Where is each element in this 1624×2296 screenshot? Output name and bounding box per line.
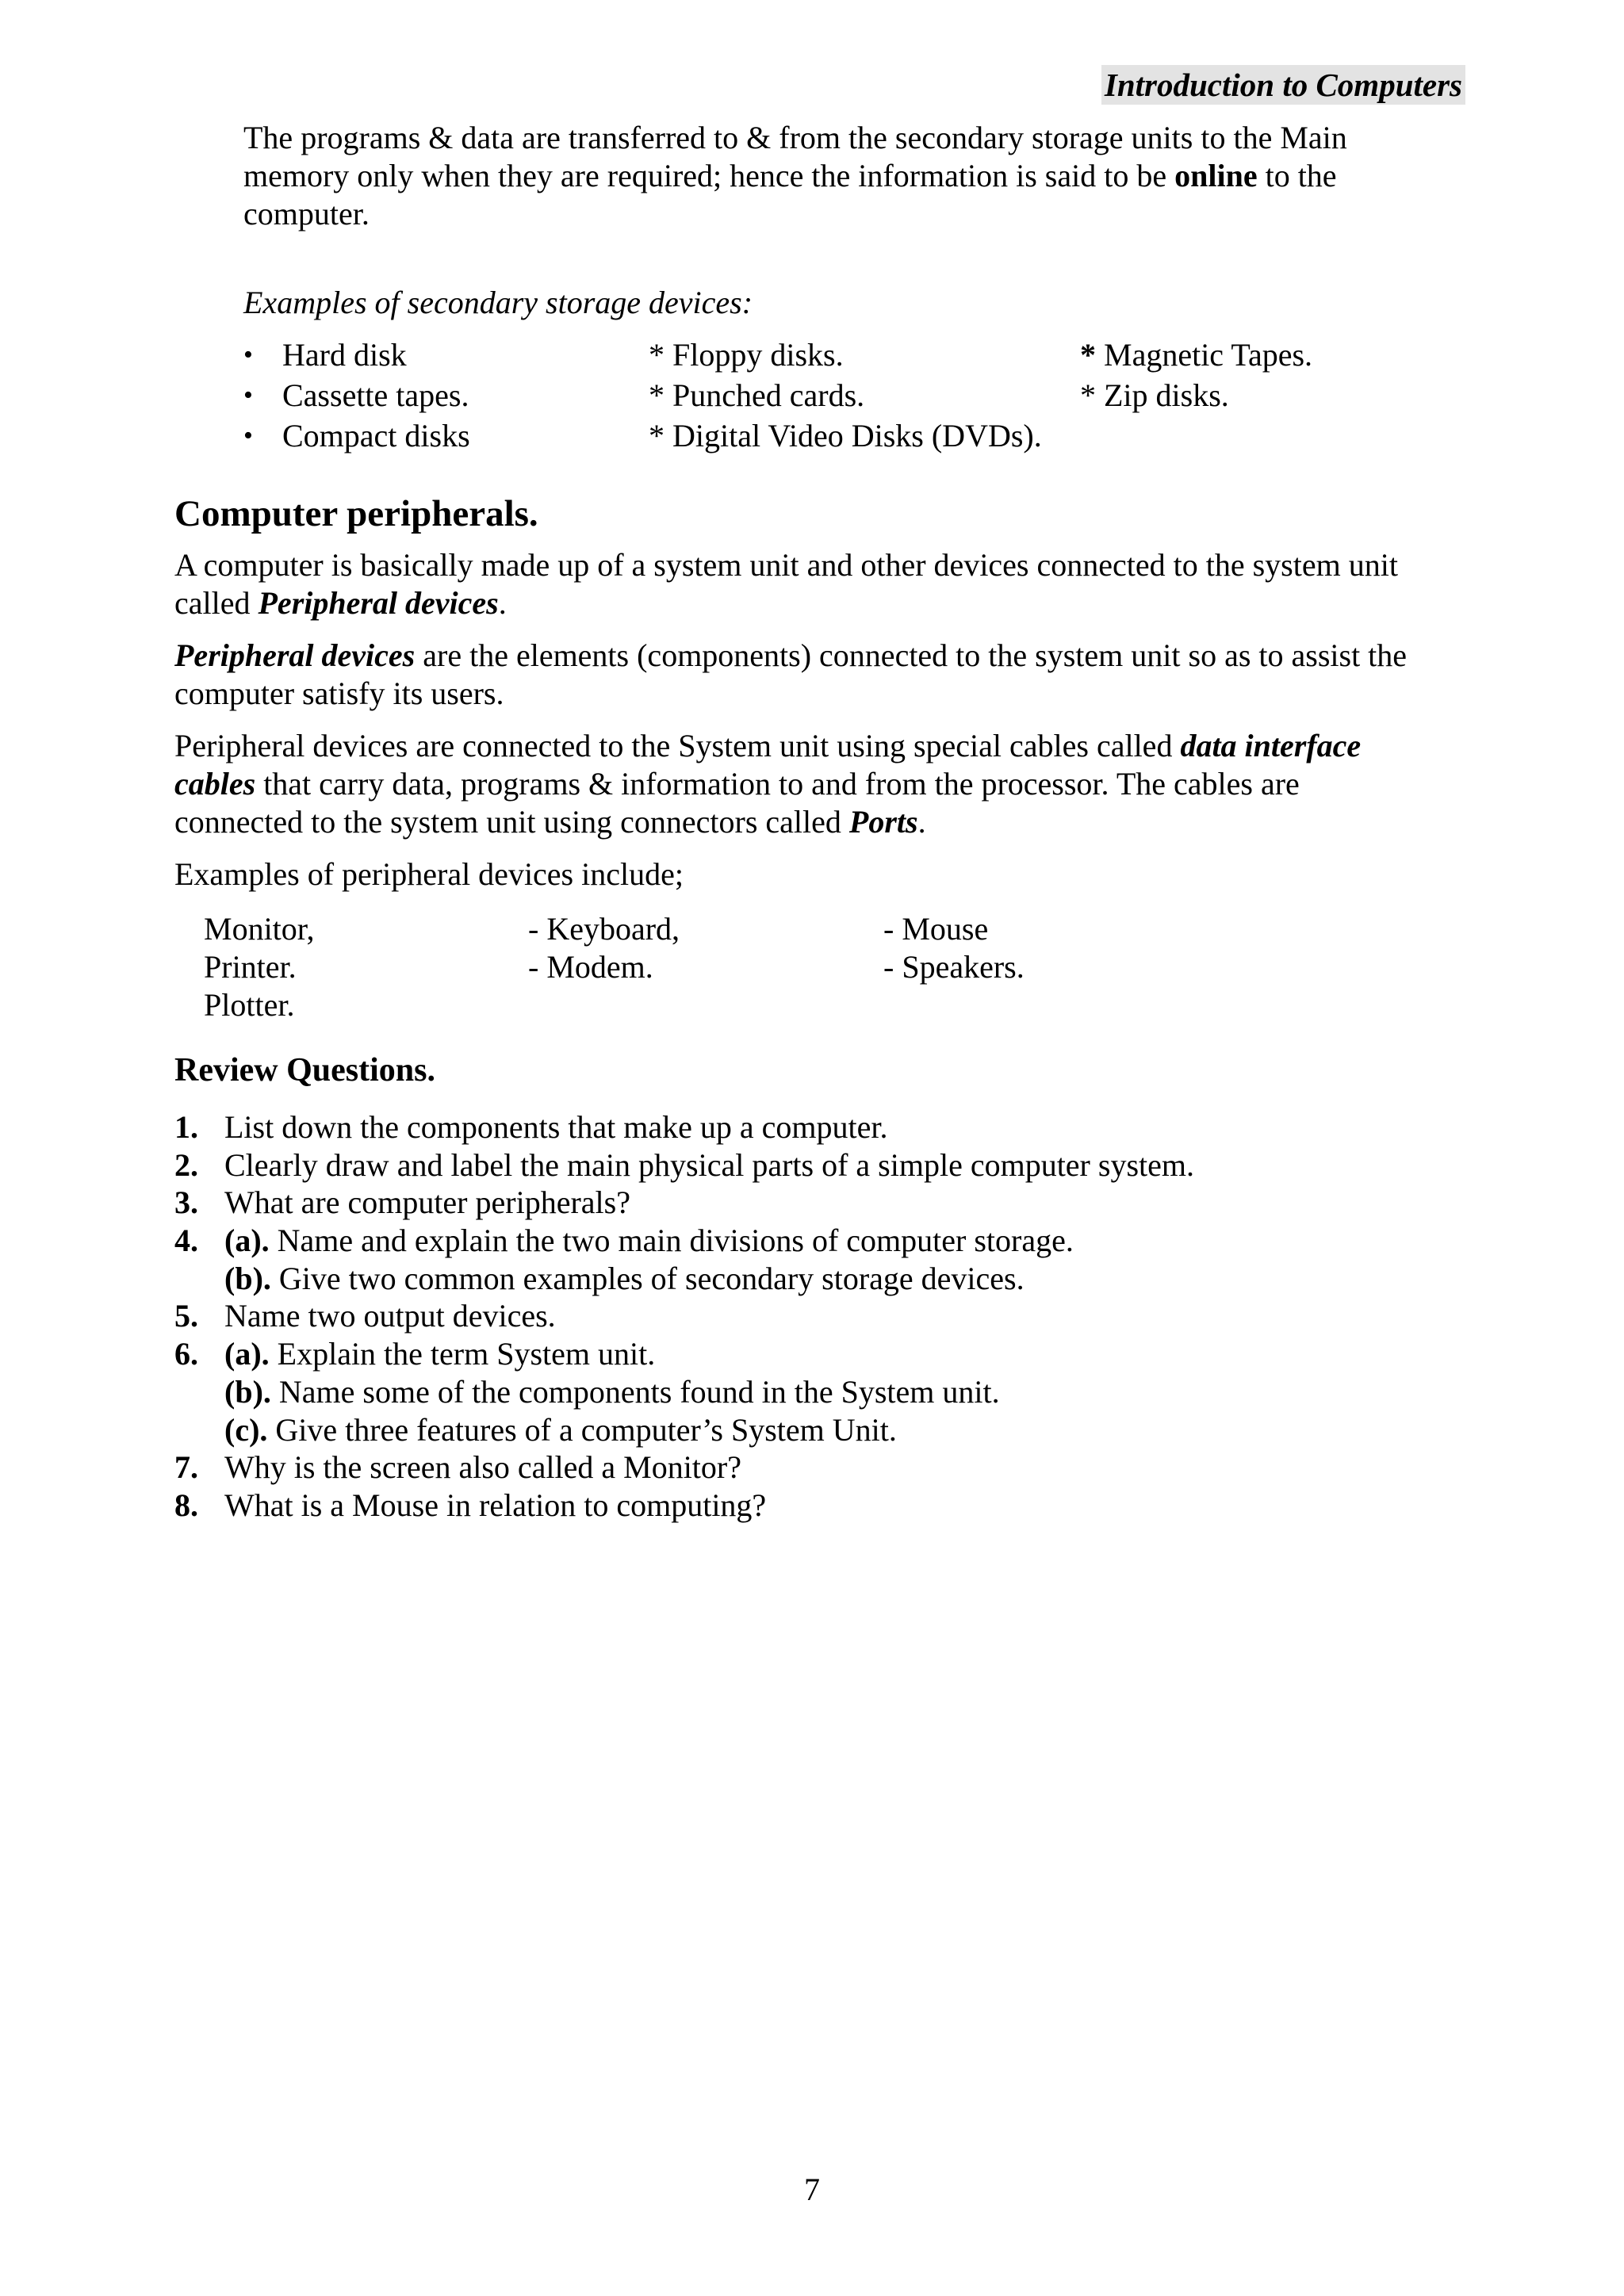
term-peripheral-devices: Peripheral devices [174, 637, 416, 673]
question-text: (a). Name and explain the two main divisions of computer storage. [224, 1223, 1074, 1258]
question-text: Clearly draw and label the main physical parts of a simple computer system. [224, 1147, 1194, 1183]
device-item: - Keyboard, [528, 911, 680, 947]
storage-item: * Zip disks. [1080, 377, 1229, 413]
device-item: - Speakers. [883, 949, 1025, 985]
section-heading-review: Review Questions. [174, 1052, 435, 1089]
device-item: - Modem. [528, 949, 653, 985]
bullet-icon: • [243, 381, 253, 410]
paragraph-line: A computer is basically made up of a system unit and other devices connected to the system unit [174, 547, 1398, 583]
device-item: Printer. [204, 949, 297, 985]
question-number: 2. [174, 1147, 198, 1183]
question-text: Name two output devices. [224, 1298, 556, 1334]
question-number: 3. [174, 1184, 198, 1220]
question-number: 7. [174, 1449, 198, 1485]
section-heading-peripherals: Computer peripherals. [174, 493, 538, 534]
online-term: online [1174, 158, 1258, 193]
question-text: (a). Explain the term System unit. [224, 1336, 656, 1372]
storage-item: * Punched cards. [649, 377, 865, 413]
storage-item: Compact disks [282, 418, 470, 453]
paragraph-line: called Peripheral devices. [174, 585, 507, 621]
paragraph-line: computer satisfy its users. [174, 675, 504, 711]
term-ports: Ports [848, 804, 918, 840]
question-text: What is a Mouse in relation to computing? [224, 1487, 767, 1523]
paragraph-line: cables that carry data, programs & information to and from the processor. The cables are [174, 766, 1300, 802]
device-item: Plotter. [204, 987, 295, 1023]
intro-line-2: memory only when they are required; hence the information is said to be online to the [243, 158, 1337, 193]
term-data-interface-cables: data interface [1180, 728, 1362, 763]
bullet-icon: • [243, 421, 253, 450]
term-peripheral-devices: Peripheral devices [258, 585, 499, 621]
question-text: (b). Name some of the components found in the System unit. [224, 1374, 1000, 1410]
device-item: Monitor, [204, 911, 315, 947]
question-text: What are computer peripherals? [224, 1184, 630, 1220]
storage-item: Cassette tapes. [282, 377, 469, 413]
question-text: (b). Give two common examples of secondary storage devices. [224, 1261, 1025, 1296]
storage-item: * Digital Video Disks (DVDs). [649, 418, 1042, 453]
question-number: 5. [174, 1298, 198, 1334]
question-number: 1. [174, 1109, 198, 1145]
paragraph-line: Peripheral devices are the elements (components) connected to the system unit so as to assist the [174, 637, 1408, 673]
intro-line-3: computer. [243, 196, 370, 232]
question-text: (c). Give three features of a computer’s System Unit. [224, 1412, 897, 1448]
page-number: 7 [804, 2172, 820, 2207]
storage-item: Hard disk [282, 337, 407, 373]
examples-heading: Examples of secondary storage devices: [243, 285, 753, 320]
device-item: - Mouse [883, 911, 989, 947]
paragraph-line: Examples of peripheral devices include; [174, 856, 684, 892]
storage-item: * Magnetic Tapes. [1080, 337, 1313, 373]
question-number: 6. [174, 1336, 198, 1372]
question-number: 4. [174, 1223, 198, 1258]
question-number: 8. [174, 1487, 198, 1523]
paragraph-line: connected to the system unit using connectors called Ports. [174, 804, 926, 840]
storage-item: * Floppy disks. [649, 337, 844, 373]
paragraph-line: Peripheral devices are connected to the System unit using special cables called data interface [174, 728, 1362, 763]
intro-line-1: The programs & data are transferred to & from the secondary storage units to the Main [243, 120, 1347, 155]
question-text: Why is the screen also called a Monitor? [224, 1449, 741, 1485]
running-header: Introduction to Computers [1101, 65, 1465, 105]
question-text: List down the components that make up a computer. [224, 1109, 888, 1145]
bullet-icon: • [243, 340, 253, 369]
